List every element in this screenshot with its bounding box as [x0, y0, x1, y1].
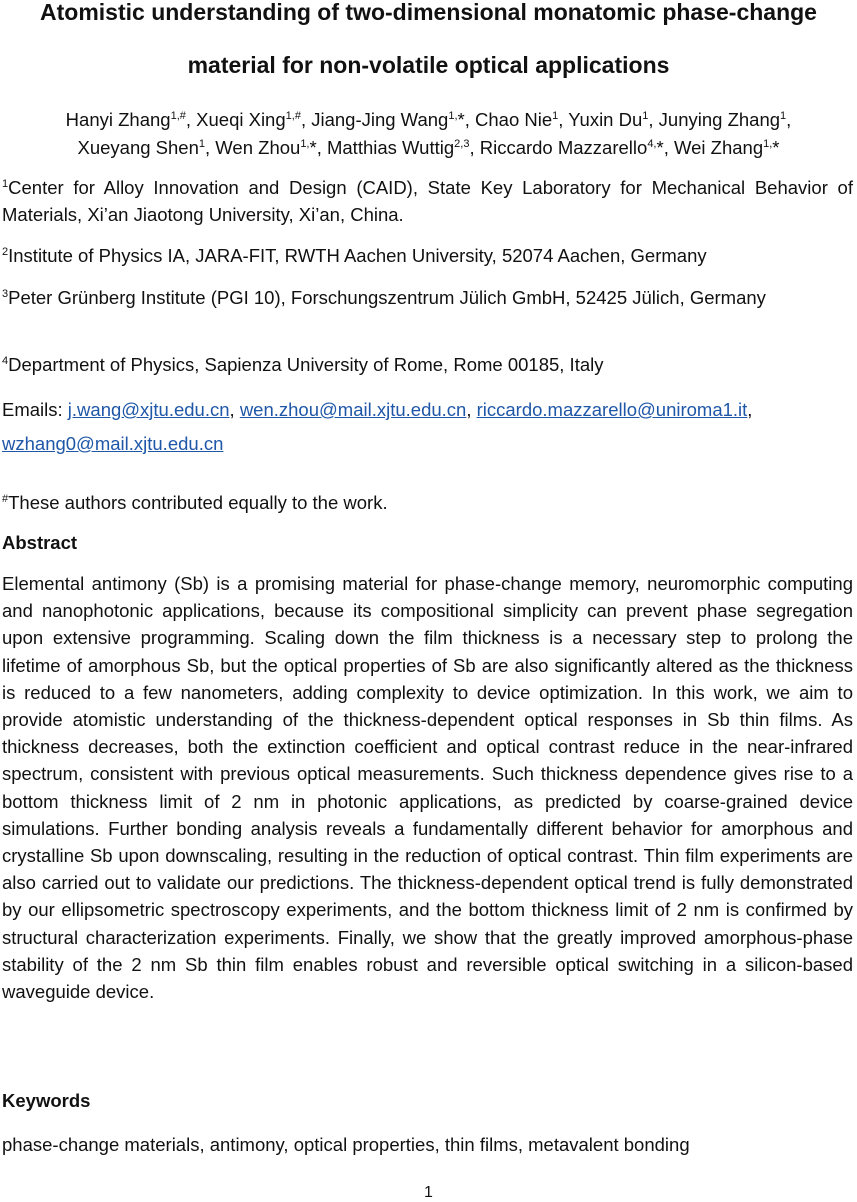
- author-list: [0, 106, 857, 162]
- author-name: Matthias Wuttig: [326, 137, 455, 158]
- author-separator: ,: [185, 109, 197, 130]
- author-name: Xueqi Xing: [196, 109, 286, 130]
- author-name: Hanyi Zhang: [65, 109, 171, 130]
- author-affiliation-marker: 1: [642, 110, 649, 122]
- author-separator: ,: [205, 137, 216, 158]
- affiliation-number: 4: [2, 355, 9, 367]
- affiliation-number: 3: [2, 288, 9, 300]
- author-affiliation-marker: 1,#: [285, 110, 301, 122]
- author-name: Wei Zhang: [673, 137, 764, 158]
- affiliation-4: [2, 351, 853, 378]
- author-affiliation-marker: 1: [552, 110, 559, 122]
- title-line-1: Atomistic understanding of two-dimensional monatomic phase-change: [40, 0, 817, 25]
- keywords-text: phase-change materials, antimony, optical properties, thin films, metavalent bonding: [2, 1134, 690, 1155]
- author-separator: ,: [464, 109, 475, 130]
- page-number: 1: [424, 1184, 433, 1201]
- author-name: Junying Zhang: [658, 109, 781, 130]
- email-link[interactable]: wen.zhou@mail.xjtu.edu.cn: [239, 399, 467, 420]
- author-name: Xueyang Shen: [77, 137, 199, 158]
- author-affiliation-marker: 1,: [763, 138, 773, 150]
- author-separator: ,: [558, 109, 569, 130]
- author-separator: ,: [316, 137, 327, 158]
- author-name: Jiang-Jing Wang: [311, 109, 449, 130]
- affiliation-number: 1: [2, 178, 9, 190]
- email-link[interactable]: riccardo.mazzarello@uniroma1.it: [476, 399, 748, 420]
- author-affiliation-marker: 1,: [448, 110, 458, 122]
- equal-contribution-mark: #: [2, 493, 9, 505]
- affiliation-1: [2, 174, 853, 228]
- affiliation-text: Institute of Physics IA, JARA-FIT, RWTH Aachen University, 52074 Aachen, Germany: [8, 245, 707, 266]
- author-name: Riccardo Mazzarello: [479, 137, 648, 158]
- author-separator: ,: [300, 109, 312, 130]
- corresponding-author-star: *: [772, 137, 780, 158]
- abstract-heading: Abstract: [2, 532, 78, 553]
- emails: Emails: j.wang@xjtu.edu.cn, wen.zhou@mail.xjtu.edu.cn, riccardo.mazzarello@uniroma1.it, wzhang0@mail.xjtu.edu.cn: [2, 399, 753, 454]
- author-affiliation-marker: 1: [198, 138, 206, 150]
- affiliation-number: 2: [2, 246, 9, 258]
- author-name: Yuxin Du: [568, 109, 643, 130]
- author-separator: ,: [663, 137, 674, 158]
- emails-label: Emails:: [2, 399, 68, 420]
- corresponding-author-star: *: [457, 109, 465, 130]
- email-link[interactable]: j.wang@xjtu.edu.cn: [67, 399, 230, 420]
- author-separator: ,: [469, 137, 480, 158]
- author-affiliation-marker: 1: [780, 110, 787, 122]
- author-affiliation-marker: 4,: [647, 138, 657, 150]
- author-affiliation-marker: 1,#: [170, 110, 186, 122]
- equal-contribution-text: These authors contributed equally to the work.: [8, 492, 388, 513]
- affiliation-2: [2, 242, 853, 269]
- corresponding-author-star: *: [309, 137, 317, 158]
- author-separator: ,: [648, 109, 659, 130]
- affiliation-text: Peter Grünberg Institute (PGI 10), Forschungszentrum Jülich GmbH, 52425 Jülich, Germany: [8, 287, 766, 308]
- abstract-text: Elemental antimony (Sb) is a promising material for phase-change memory, neuromorphic computing and nanophotonic applications, because its compositional simplicity can prevent phase segregation upon extensive programming. Scaling down the film thickness is a necessary step to prolong the lifetime of amorphous Sb, but the optical properties of Sb are also significantly altered as the thickness is reduced to a few nanometers, adding complexity to device optimization. In this work, we aim to provide atomistic understanding of the thickness-dependent optical responses in Sb thin films. As thickness decreases, both the extinction coefficient and optical contrast reduce in the near-infrared spectrum, consistent with previous optical measurements. Such thickness dependence gives rise to a bottom thickness limit of 2 nm in photonic applications, as predicted by coarse-grained device simulations. Further bonding analysis reveals a fundamentally different behavior for amorphous and crystalline Sb upon downscaling, resulting in the reduction of optical contrast. Thin film experiments are also carried out to validate our predictions. The thickness-dependent optical trend is fully demonstrated by our ellipsometric spectroscopy experiments, and the bottom thickness limit of 2 nm is confirmed by structural characterization experiments. Finally, we show that the greatly improved amorphous-phase stability of the 2 nm Sb thin film enables robust and reversible optical switching in a silicon-based waveguide device.: [2, 573, 853, 1003]
- email-link[interactable]: wzhang0@mail.xjtu.edu.cn: [2, 433, 224, 454]
- affiliation-text: Department of Physics, Sapienza University of Rome, Rome 00185, Italy: [8, 354, 604, 375]
- author-name: Wen Zhou: [215, 137, 301, 158]
- author-name: Chao Nie: [475, 109, 553, 130]
- title-line-2: material for non-volatile optical applications: [187, 52, 670, 78]
- author-affiliation-marker: 1,: [300, 138, 310, 150]
- corresponding-author-star: *: [656, 137, 664, 158]
- equal-contribution-note: [2, 489, 853, 516]
- author-affiliation-marker: 2,3: [454, 138, 470, 150]
- author-separator: ,: [786, 109, 792, 130]
- affiliation-text: Center for Alloy Innovation and Design (CAID), State Key Laboratory for Mechanical Behavior of Materials, Xi’an Jiaotong University, Xi’an, China.: [2, 177, 853, 226]
- keywords-heading: Keywords: [2, 1090, 91, 1111]
- affiliation-3: [2, 284, 853, 311]
